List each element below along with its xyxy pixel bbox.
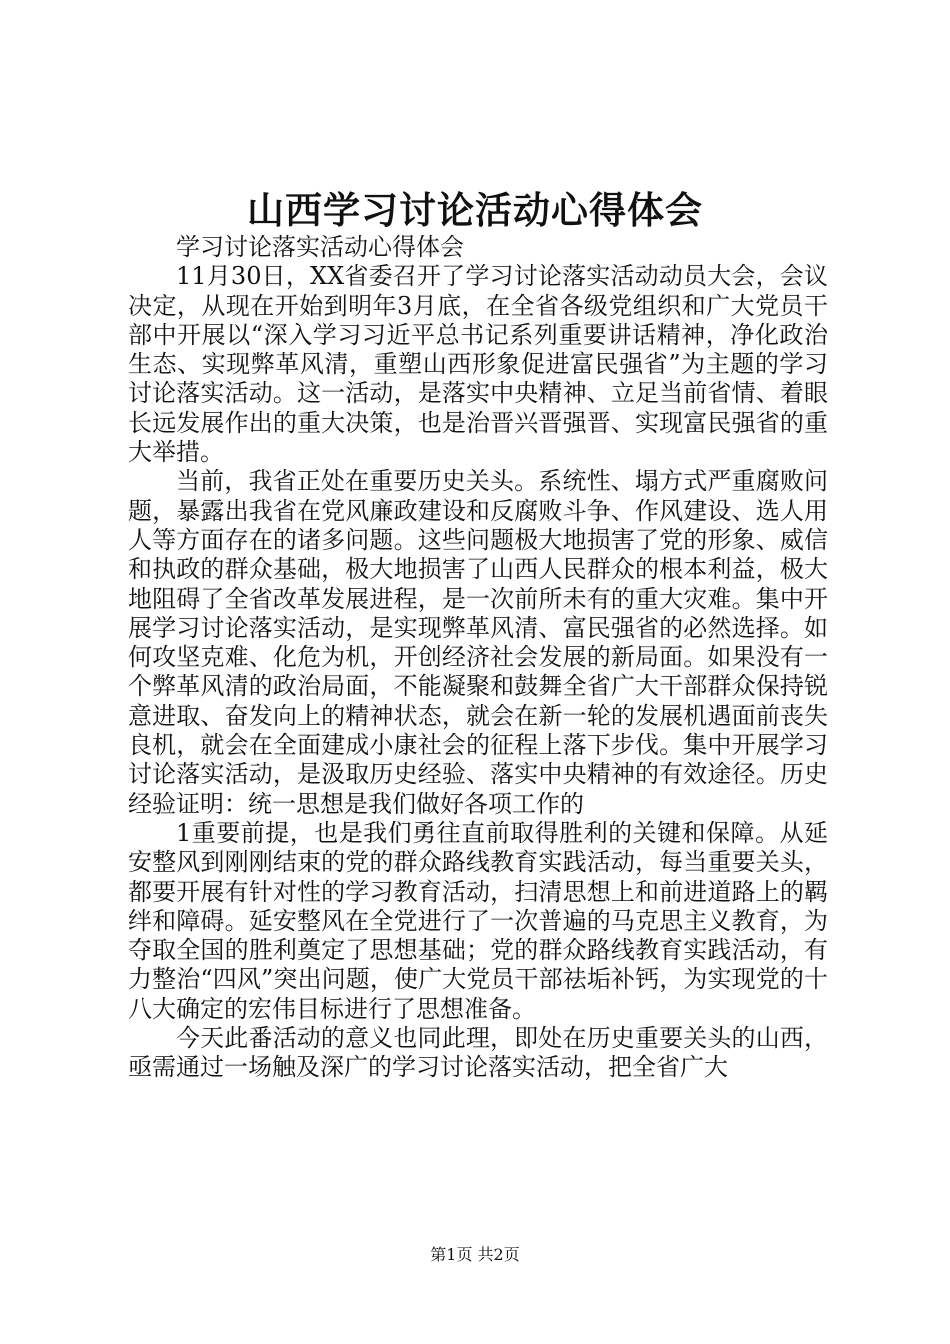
document-title: 山西学习讨论活动心得体会 <box>247 188 703 232</box>
body-paragraph: 当前，我省正处在重要历史关头。系统性、塌方式严重腐败问题，暴露出我省在党风廉政建设和反腐败斗争、作风建设、选人用人等方面存在的诸多问题。这些问题极大地损害了党的形象、威信和执政的群众基础，极大地损害了山西人民群众的根本利益，极大地阻碍了全省改革发展进程，是一次前所未有的重大灾难。集中开展学习讨论落实活动，是实现弊革风清、富民强省的必然选择。如何攻坚克难、化危为机，开创经济社会发展的新局面。如果没有一个弊革风清的政治局面，不能凝聚和鼓舞全省广大干部群众保持锐意进取、奋发向上的精神状态，就会在新一轮的发展机遇面前丧失良机，就会在全面建成小康社会的征程上落下步伐。集中开展学习讨论落实活动，是汲取历史经验、落实中央精神的有效途径。历史经验证明：统一思想是我们做好各项工作的 <box>128 467 828 818</box>
page-number-footer: 第1页 共2页 <box>430 1245 520 1264</box>
body-paragraph: 今天此番活动的意义也同此理，即处在历史重要关头的山西，亟需通过一场触及深广的学习讨论落实活动，把全省广大 <box>128 1024 828 1082</box>
body-paragraph: 11月30日，XX省委召开了学习讨论落实活动动员大会，会议决定，从现在开始到明年3月底，在全省各级党组织和广大党员干部中开展以“深入学习习近平总书记系列重要讲话精神，净化政治生态、实现弊革风清，重塑山西形象促进富民强省”为主题的学习讨论落实活动。这一活动，是落实中央精神、立足当前省情、着眼长远发展作出的重大决策，也是治晋兴晋强晋、实现富民强省的重大举措。 <box>128 262 828 467</box>
document-body <box>128 233 828 1083</box>
body-paragraph: 1重要前提，也是我们勇往直前取得胜利的关键和保障。从延安整风到刚刚结束的党的群众路线教育实践活动，每当重要关头，都要开展有针对性的学习教育活动，扫清思想上和前进道路上的羁绊和障碍。延安整风在全党进行了一次普遍的马克思主义教育，为夺取全国的胜利奠定了思想基础；党的群众路线教育实践活动，有力整治“四风”突出问题，使广大党员干部祛垢补钙，为实现党的十八大确定的宏伟目标进行了思想准备。 <box>128 818 828 1023</box>
subtitle-paragraph: 学习讨论落实活动心得体会 <box>176 233 464 261</box>
